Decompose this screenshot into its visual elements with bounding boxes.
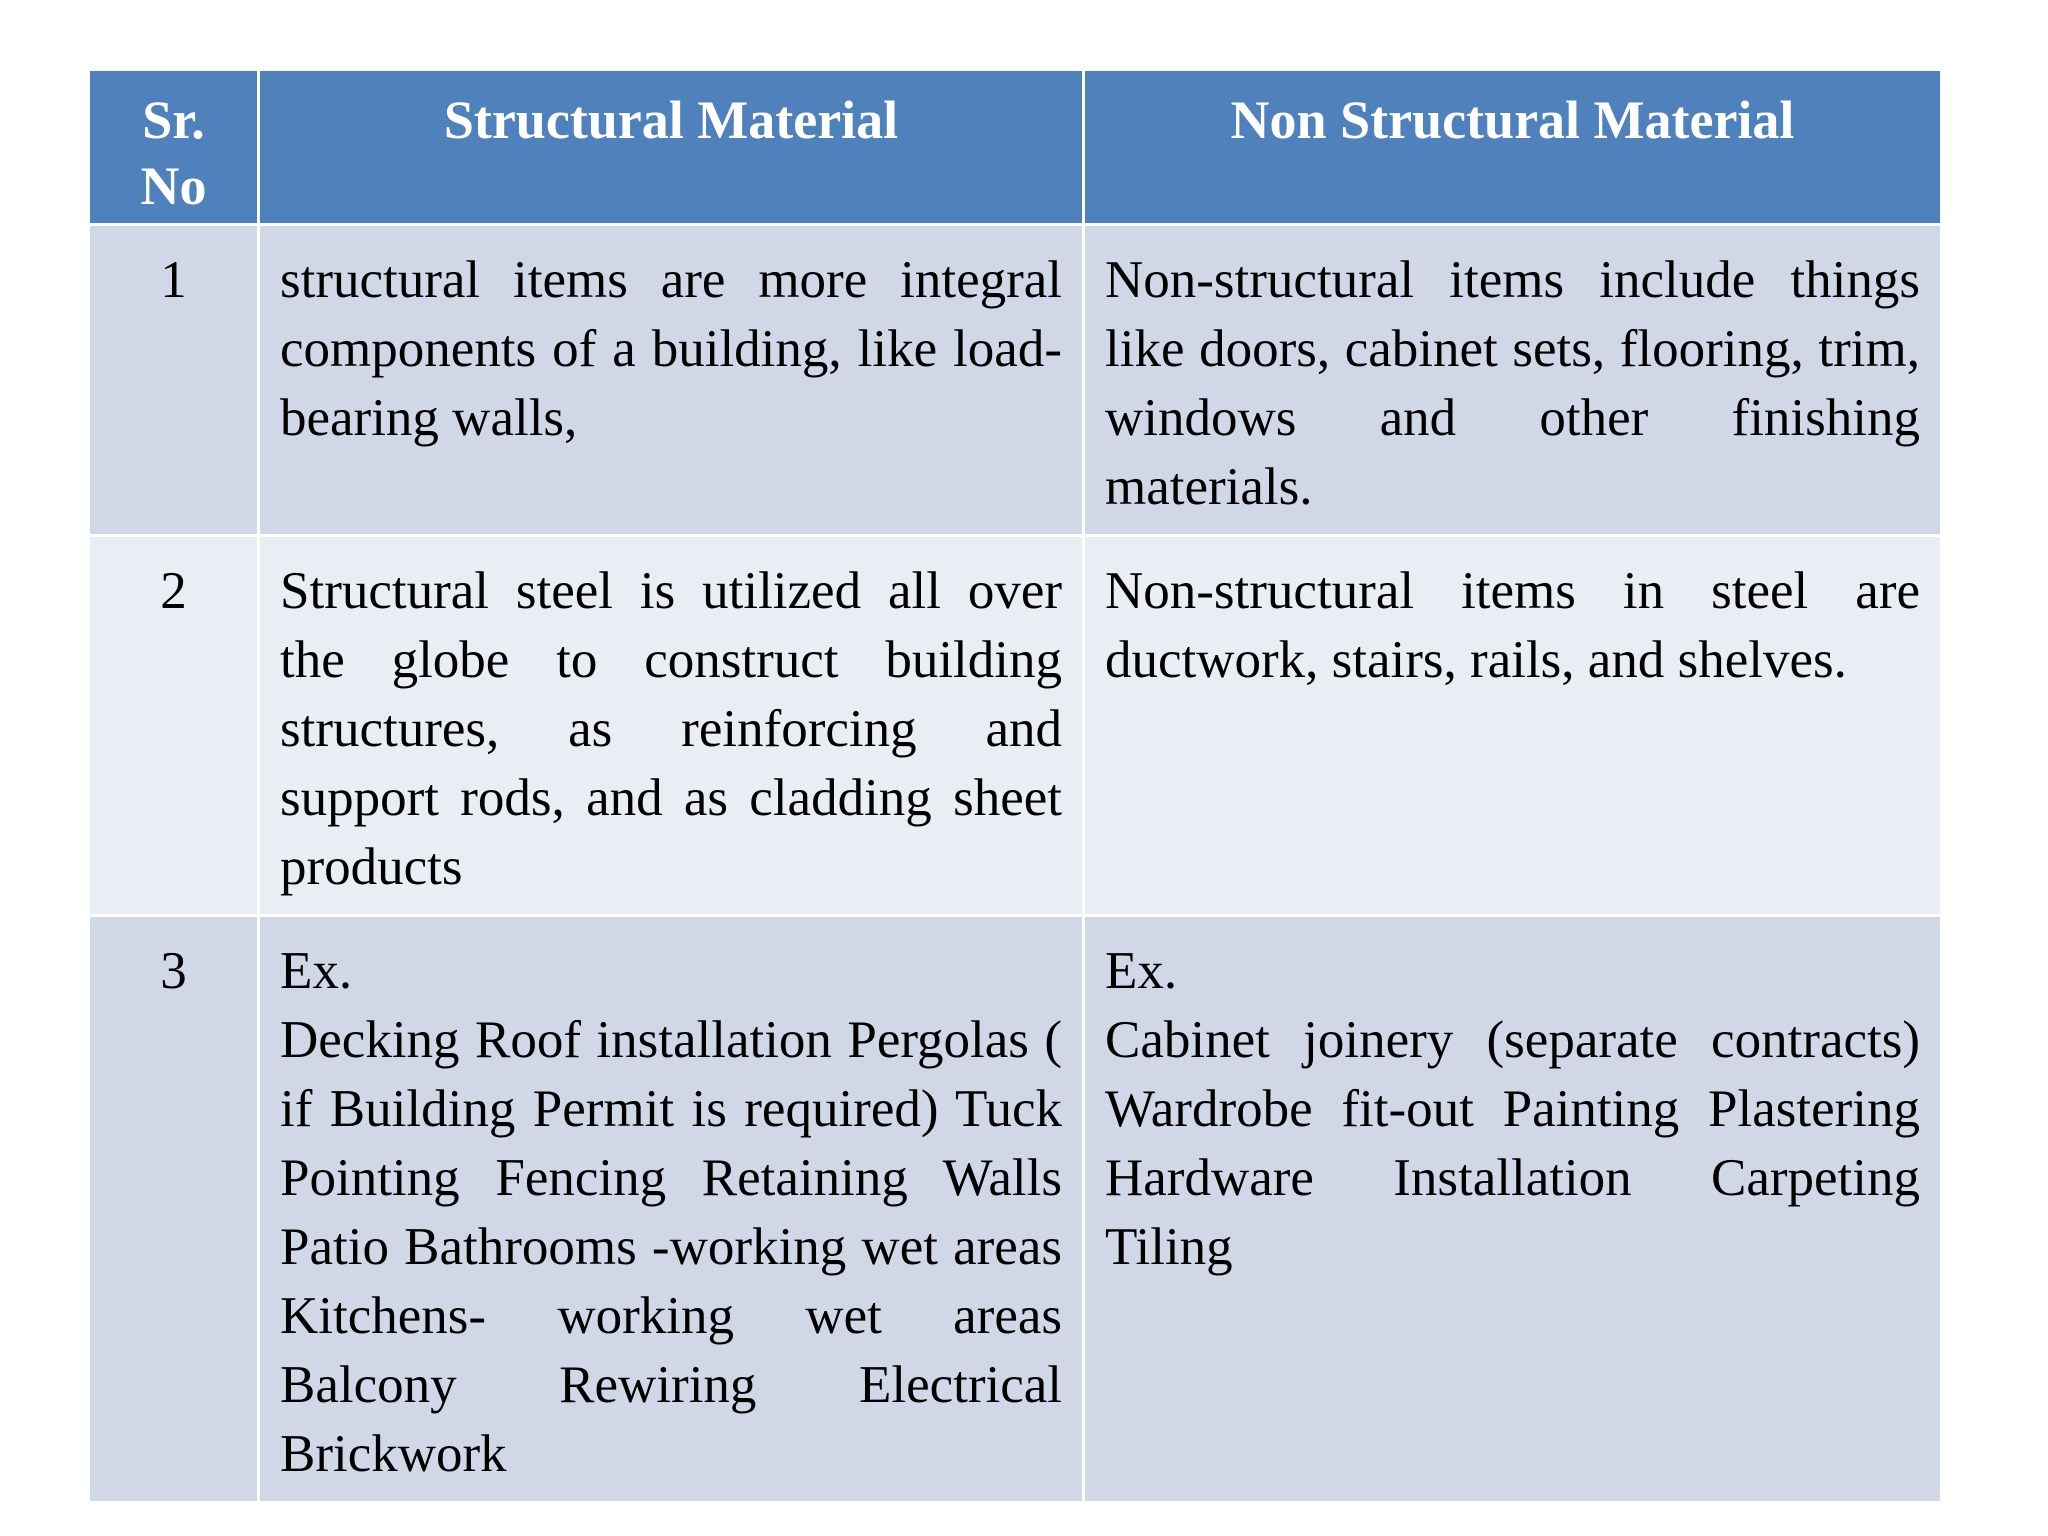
example-label: Ex.: [280, 942, 353, 1000]
comparison-table: [87, 68, 1943, 1504]
non-structural-cell: [1084, 916, 1942, 1503]
table-row: [89, 225, 1942, 536]
non-structural-cell: Non-structural items include things like doors, cabinet sets, flooring, trim, windows and other finishing materials.: [1084, 225, 1942, 536]
example-list: Cabinet joinery (separate contracts) Wardrobe fit-out Painting Plastering Hardware Installation Carpeting Tiling: [1105, 1011, 1920, 1276]
header-structural-material: Structural Material: [259, 70, 1084, 225]
sr-number: 2: [89, 536, 259, 916]
header-row: [89, 70, 1942, 225]
sr-number: 3: [89, 916, 259, 1503]
table-row: [89, 536, 1942, 916]
header-sr-no: Sr. No: [89, 70, 259, 225]
example-label: Ex.: [1105, 942, 1178, 1000]
structural-cell: Structural steel is utilized all over the globe to construct building structures, as reinforcing and support rods, and as cladding sheet products: [259, 536, 1084, 916]
sr-number: 1: [89, 225, 259, 536]
structural-cell: structural items are more integral components of a building, like load-bearing walls,: [259, 225, 1084, 536]
table-row: [89, 916, 1942, 1503]
structural-cell: [259, 916, 1084, 1503]
non-structural-cell: Non-structural items in steel are ductwork, stairs, rails, and shelves.: [1084, 536, 1942, 916]
example-list: Decking Roof installation Pergolas ( if Building Permit is required) Tuck Pointing Fencing Retaining Walls Patio Bathrooms -working wet areas Kitchens- working wet areas Balcony Rewiring Electrical Brickwork: [280, 1011, 1062, 1483]
header-non-structural-material: Non Structural Material: [1084, 70, 1942, 225]
